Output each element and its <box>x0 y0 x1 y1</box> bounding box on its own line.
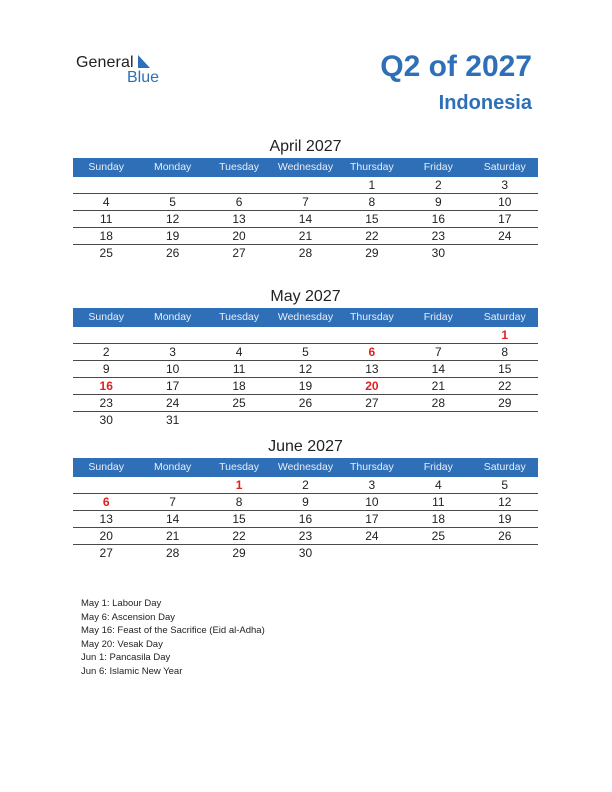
day-cell: 17 <box>498 212 512 226</box>
day-cell: 9 <box>434 195 442 209</box>
day-cell <box>272 412 338 429</box>
day-cell: 9 <box>302 495 309 509</box>
week-row <box>73 344 538 361</box>
weekday-label: Friday <box>423 311 453 323</box>
day-cell <box>405 412 471 429</box>
day-cell <box>272 177 338 193</box>
month-calendar <box>73 136 538 262</box>
weekday-label: Saturday <box>483 311 526 323</box>
day-cell: 7 <box>434 345 442 359</box>
day-cell: 10 <box>165 362 180 376</box>
day-cell: 25 <box>232 396 246 410</box>
day-cell: 27 <box>232 246 246 260</box>
day-cell: 4 <box>434 478 442 492</box>
weekday-label: Tuesday <box>219 161 259 173</box>
day-cell: 23 <box>431 229 445 243</box>
weekday-label: Sunday <box>88 161 125 173</box>
weekday-label: Monday <box>153 161 192 173</box>
day-cell <box>339 327 405 343</box>
day-cell: 12 <box>298 362 313 376</box>
day-cell: 8 <box>235 495 243 509</box>
weekday-label: Monday <box>153 311 192 323</box>
weekday-label: Wednesday <box>277 161 334 173</box>
day-cell: 6 <box>235 195 243 209</box>
day-cell: 28 <box>298 246 313 260</box>
weekday-label: Thursday <box>350 461 394 473</box>
day-cell <box>472 545 538 562</box>
holiday-day-cell: 1 <box>235 478 243 492</box>
day-cell: 13 <box>365 362 379 376</box>
day-cell: 4 <box>235 345 243 359</box>
day-cell <box>73 327 139 343</box>
day-cell <box>139 477 205 493</box>
week-row <box>73 545 538 562</box>
day-cell <box>405 545 471 562</box>
day-cell: 3 <box>501 178 509 192</box>
holiday-day-cell: 6 <box>102 495 110 509</box>
week-row <box>73 245 538 262</box>
day-cell: 20 <box>232 229 246 243</box>
day-cell: 11 <box>232 362 246 376</box>
week-row <box>73 378 538 395</box>
weeks-body <box>73 177 538 262</box>
day-cell <box>339 412 405 429</box>
day-cell: 2 <box>102 345 110 359</box>
day-cell: 10 <box>365 495 379 509</box>
weekday-label: Saturday <box>483 461 526 473</box>
day-cell: 3 <box>368 478 376 492</box>
day-cell: 22 <box>365 229 379 243</box>
day-cell <box>139 327 205 343</box>
day-cell: 20 <box>99 529 113 543</box>
weekday-label: Friday <box>423 161 453 173</box>
day-cell <box>272 327 338 343</box>
day-cell: 30 <box>99 413 113 427</box>
day-cell: 18 <box>431 512 445 526</box>
day-cell: 11 <box>99 212 113 226</box>
day-cell: 15 <box>498 362 512 376</box>
month-title: April 2027 <box>269 138 342 155</box>
day-cell: 22 <box>232 529 246 543</box>
weekday-label: Saturday <box>483 161 526 173</box>
week-row <box>73 494 538 511</box>
day-cell: 7 <box>169 495 176 509</box>
weekday-label: Sunday <box>88 311 125 323</box>
holiday-note: May 16: Feast of the Sacrifice (Eid al-Adha) <box>81 625 265 636</box>
day-cell: 3 <box>169 345 176 359</box>
weekday-header <box>73 158 538 177</box>
day-cell: 29 <box>232 546 246 560</box>
day-cell: 4 <box>102 195 110 209</box>
week-row <box>73 327 538 344</box>
day-cell: 18 <box>232 379 246 393</box>
day-cell: 13 <box>99 512 113 526</box>
holiday-day-cell: 6 <box>368 345 376 359</box>
day-cell: 23 <box>298 529 313 543</box>
day-cell: 30 <box>431 246 445 260</box>
day-cell: 24 <box>365 529 379 543</box>
day-cell: 1 <box>368 178 376 192</box>
day-cell: 28 <box>431 396 445 410</box>
day-cell: 8 <box>501 345 509 359</box>
day-cell: 10 <box>498 195 512 209</box>
day-cell: 5 <box>501 478 509 492</box>
day-cell: 25 <box>99 246 113 260</box>
day-cell: 17 <box>365 512 379 526</box>
generalblue-logo <box>76 54 176 88</box>
day-cell: 29 <box>365 246 379 260</box>
day-cell <box>472 412 538 429</box>
day-cell: 21 <box>431 379 445 393</box>
day-cell: 27 <box>99 546 113 560</box>
day-cell: 21 <box>165 529 180 543</box>
day-cell: 31 <box>165 413 180 427</box>
day-cell: 19 <box>498 512 512 526</box>
holiday-note: May 6: Ascension Day <box>81 611 175 623</box>
week-row <box>73 361 538 378</box>
day-cell <box>405 327 471 343</box>
day-cell: 13 <box>232 212 246 226</box>
holiday-day-cell: 1 <box>501 328 509 342</box>
day-cell: 22 <box>498 379 512 393</box>
day-cell <box>206 412 272 429</box>
day-cell: 28 <box>165 546 180 560</box>
day-cell <box>206 327 272 343</box>
day-cell <box>73 177 139 193</box>
day-cell: 19 <box>298 379 313 393</box>
day-cell: 16 <box>298 512 313 526</box>
day-cell <box>73 477 139 493</box>
day-cell: 12 <box>498 495 512 509</box>
day-cell: 18 <box>99 229 113 243</box>
holiday-note: Jun 1: Pancasila Day <box>81 652 171 663</box>
day-cell: 15 <box>365 212 379 226</box>
weekday-label: Tuesday <box>219 311 259 323</box>
day-cell: 14 <box>431 362 445 376</box>
country-name: Indonesia <box>438 92 532 114</box>
holiday-day-cell: 16 <box>99 379 113 393</box>
week-row <box>73 412 538 429</box>
day-cell: 7 <box>302 195 309 209</box>
weekday-label: Tuesday <box>219 461 259 473</box>
logo-general-text: General <box>76 54 134 71</box>
day-cell: 21 <box>298 229 313 243</box>
month-title: May 2027 <box>270 288 341 305</box>
holiday-note: Jun 6: Islamic New Year <box>81 665 183 677</box>
day-cell: 26 <box>165 246 180 260</box>
week-row <box>73 395 538 412</box>
day-cell: 25 <box>431 529 445 543</box>
holiday-note: May 20: Vesak Day <box>81 638 163 650</box>
weeks-body <box>73 477 538 562</box>
day-cell: 30 <box>298 546 313 560</box>
day-cell <box>339 545 405 562</box>
holiday-note: May 1: Labour Day <box>81 598 162 609</box>
day-cell: 2 <box>302 478 309 492</box>
week-row <box>73 194 538 211</box>
week-row <box>73 228 538 245</box>
week-row <box>73 177 538 194</box>
weekday-label: Monday <box>153 461 192 473</box>
day-cell: 8 <box>368 195 376 209</box>
weekday-header <box>73 458 538 477</box>
day-cell: 16 <box>431 212 445 226</box>
weekday-label: Wednesday <box>277 461 334 473</box>
page-title: Q2 of 2027 <box>380 50 532 83</box>
day-cell: 26 <box>498 529 512 543</box>
logo-triangle-icon <box>138 55 150 68</box>
day-cell: 12 <box>165 212 180 226</box>
day-cell: 2 <box>434 178 442 192</box>
weekday-label: Sunday <box>88 461 125 473</box>
week-row <box>73 211 538 228</box>
day-cell: 23 <box>99 396 113 410</box>
holiday-day-cell: 20 <box>365 379 379 393</box>
weeks-body <box>73 327 538 429</box>
week-row <box>73 528 538 545</box>
weekday-header <box>73 308 538 327</box>
weekday-label: Wednesday <box>277 311 334 323</box>
day-cell: 27 <box>365 396 379 410</box>
day-cell: 14 <box>298 212 313 226</box>
day-cell: 9 <box>102 362 110 376</box>
day-cell: 29 <box>498 396 512 410</box>
weekday-label: Friday <box>423 461 453 473</box>
day-cell: 24 <box>498 229 512 243</box>
day-cell: 19 <box>165 229 180 243</box>
day-cell <box>139 177 205 193</box>
weekday-label: Thursday <box>350 311 394 323</box>
holiday-list <box>81 597 265 678</box>
month-calendar <box>73 286 538 429</box>
month-title: June 2027 <box>268 438 343 455</box>
day-cell: 11 <box>432 495 445 509</box>
month-calendar <box>73 436 538 562</box>
day-cell: 17 <box>165 379 180 393</box>
day-cell: 15 <box>232 512 246 526</box>
day-cell: 14 <box>165 512 180 526</box>
week-row <box>73 477 538 494</box>
day-cell <box>472 245 538 262</box>
week-row <box>73 511 538 528</box>
weekday-label: Thursday <box>350 161 394 173</box>
day-cell: 5 <box>302 345 309 359</box>
day-cell: 24 <box>165 396 180 410</box>
day-cell: 26 <box>298 396 313 410</box>
day-cell: 5 <box>169 195 176 209</box>
day-cell <box>206 177 272 193</box>
logo-blue-text: Blue <box>127 69 160 86</box>
